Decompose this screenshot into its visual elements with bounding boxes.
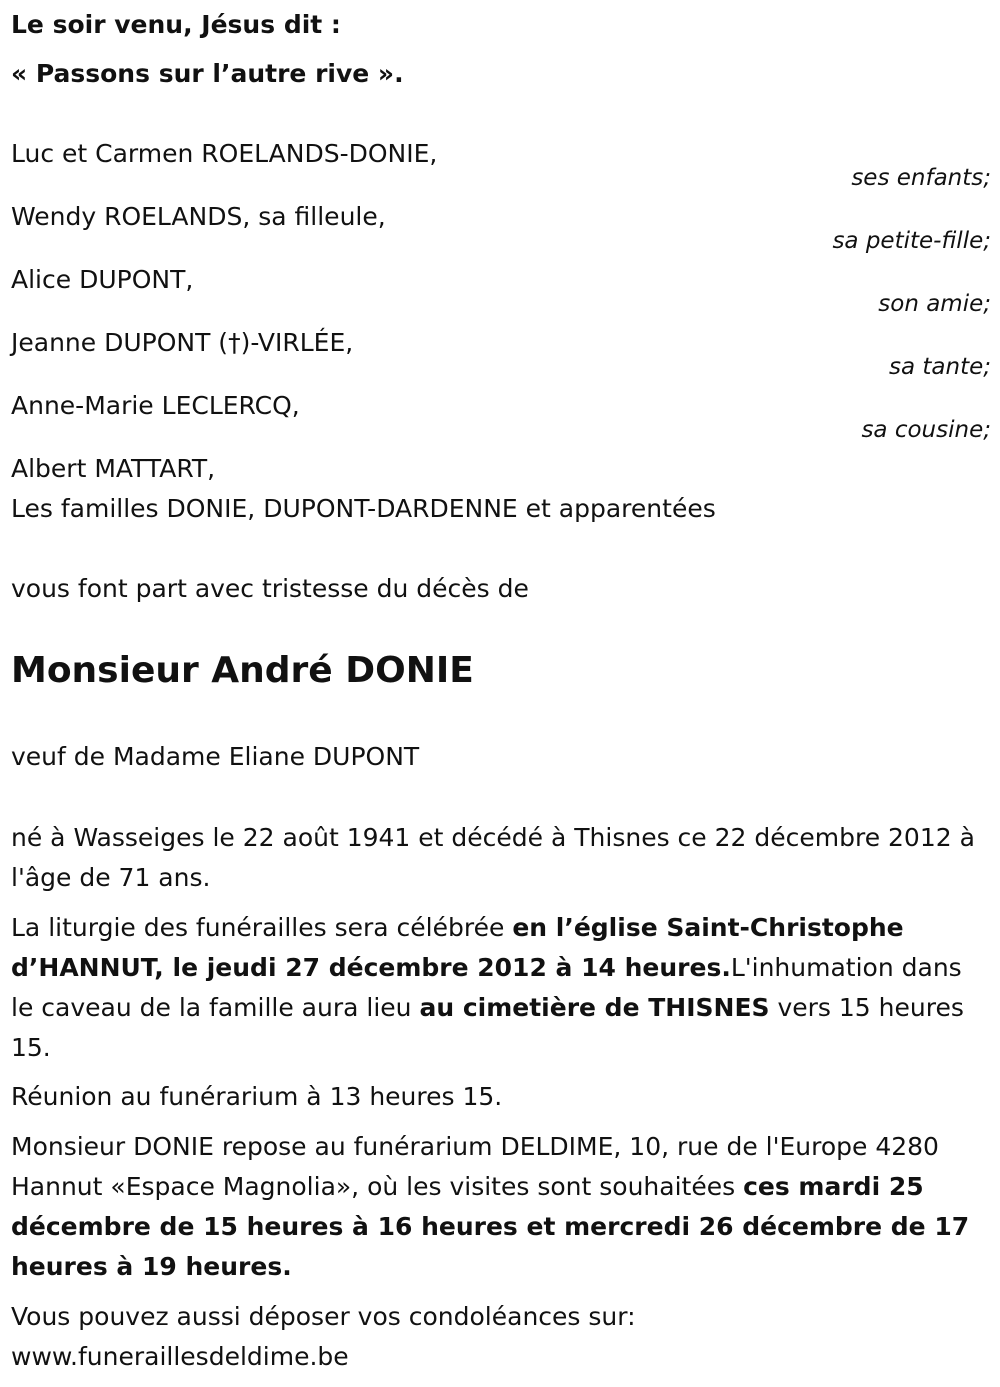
burial-time: vers 15 heures 15. <box>11 993 964 1062</box>
condolences-text: Vous pouvez aussi déposer vos condoléances sur: <box>11 1302 636 1331</box>
birth-death-text: né à Wasseiges le 22 août 1941 et décédé à Thisnes ce 22 décembre 2012 à l'âge de 71 ans. <box>11 823 975 892</box>
family-member-name: Wendy ROELANDS, sa filleule, <box>11 202 386 231</box>
visits-intro: Monsieur DONIE repose au funérarium DELDIME, 10, rue de l'Europe 4280 Hannut «Espace Magnolia», où les visites sont souhaitées <box>11 1132 939 1201</box>
family-member-name: Jeanne DUPONT (†)-VIRLÉE, <box>11 328 354 357</box>
verse-line-2: « Passons sur l’autre rive ». <box>11 59 404 88</box>
meeting-text: Réunion au funérarium à 13 heures 15. <box>11 1082 503 1111</box>
liturgy-paragraph <box>11 908 991 1068</box>
family-member-relation: sa petite-fille; <box>832 228 991 254</box>
liturgy-place-time: en l’église Saint-Christophe d’HANNUT, le jeudi 27 décembre 2012 à 14 heures. <box>11 913 904 982</box>
family-member-name: Albert MATTART, <box>11 454 216 483</box>
family-member-name: Alice DUPONT, <box>11 265 194 294</box>
family-member-name: Luc et Carmen ROELANDS-DONIE, <box>11 139 438 168</box>
visits-paragraph <box>11 1127 991 1287</box>
family-member-relation: sa tante; <box>889 354 991 380</box>
family-member-name: Les familles DONIE, DUPONT-DARDENNE et apparentées <box>11 494 716 523</box>
cemetery-name: au cimetière de THISNES <box>419 993 770 1022</box>
family-member-relation: son amie; <box>878 291 991 317</box>
visits-times: ces mardi 25 décembre de 15 heures à 16 heures et mercredi 26 décembre de 17 heures à 19 heures. <box>11 1172 970 1281</box>
liturgy-intro: La liturgie des funérailles sera célébrée <box>11 913 513 942</box>
burial-intro: L'inhumation dans le caveau de la famille aura lieu <box>11 953 962 1022</box>
spouse-text: veuf de Madame Eliane DUPONT <box>11 742 420 771</box>
family-member-relation: sa cousine; <box>861 417 991 443</box>
family-member-name: Anne-Marie LECLERCQ, <box>11 391 300 420</box>
deceased-name: Monsieur André DONIE <box>11 650 474 691</box>
verse-line-1: Le soir venu, Jésus dit : <box>11 10 341 39</box>
announcement-text: vous font part avec tristesse du décès de <box>11 574 529 603</box>
condolences-url[interactable]: www.funeraillesdeldime.be <box>11 1342 349 1371</box>
family-member-relation: ses enfants; <box>851 165 991 191</box>
